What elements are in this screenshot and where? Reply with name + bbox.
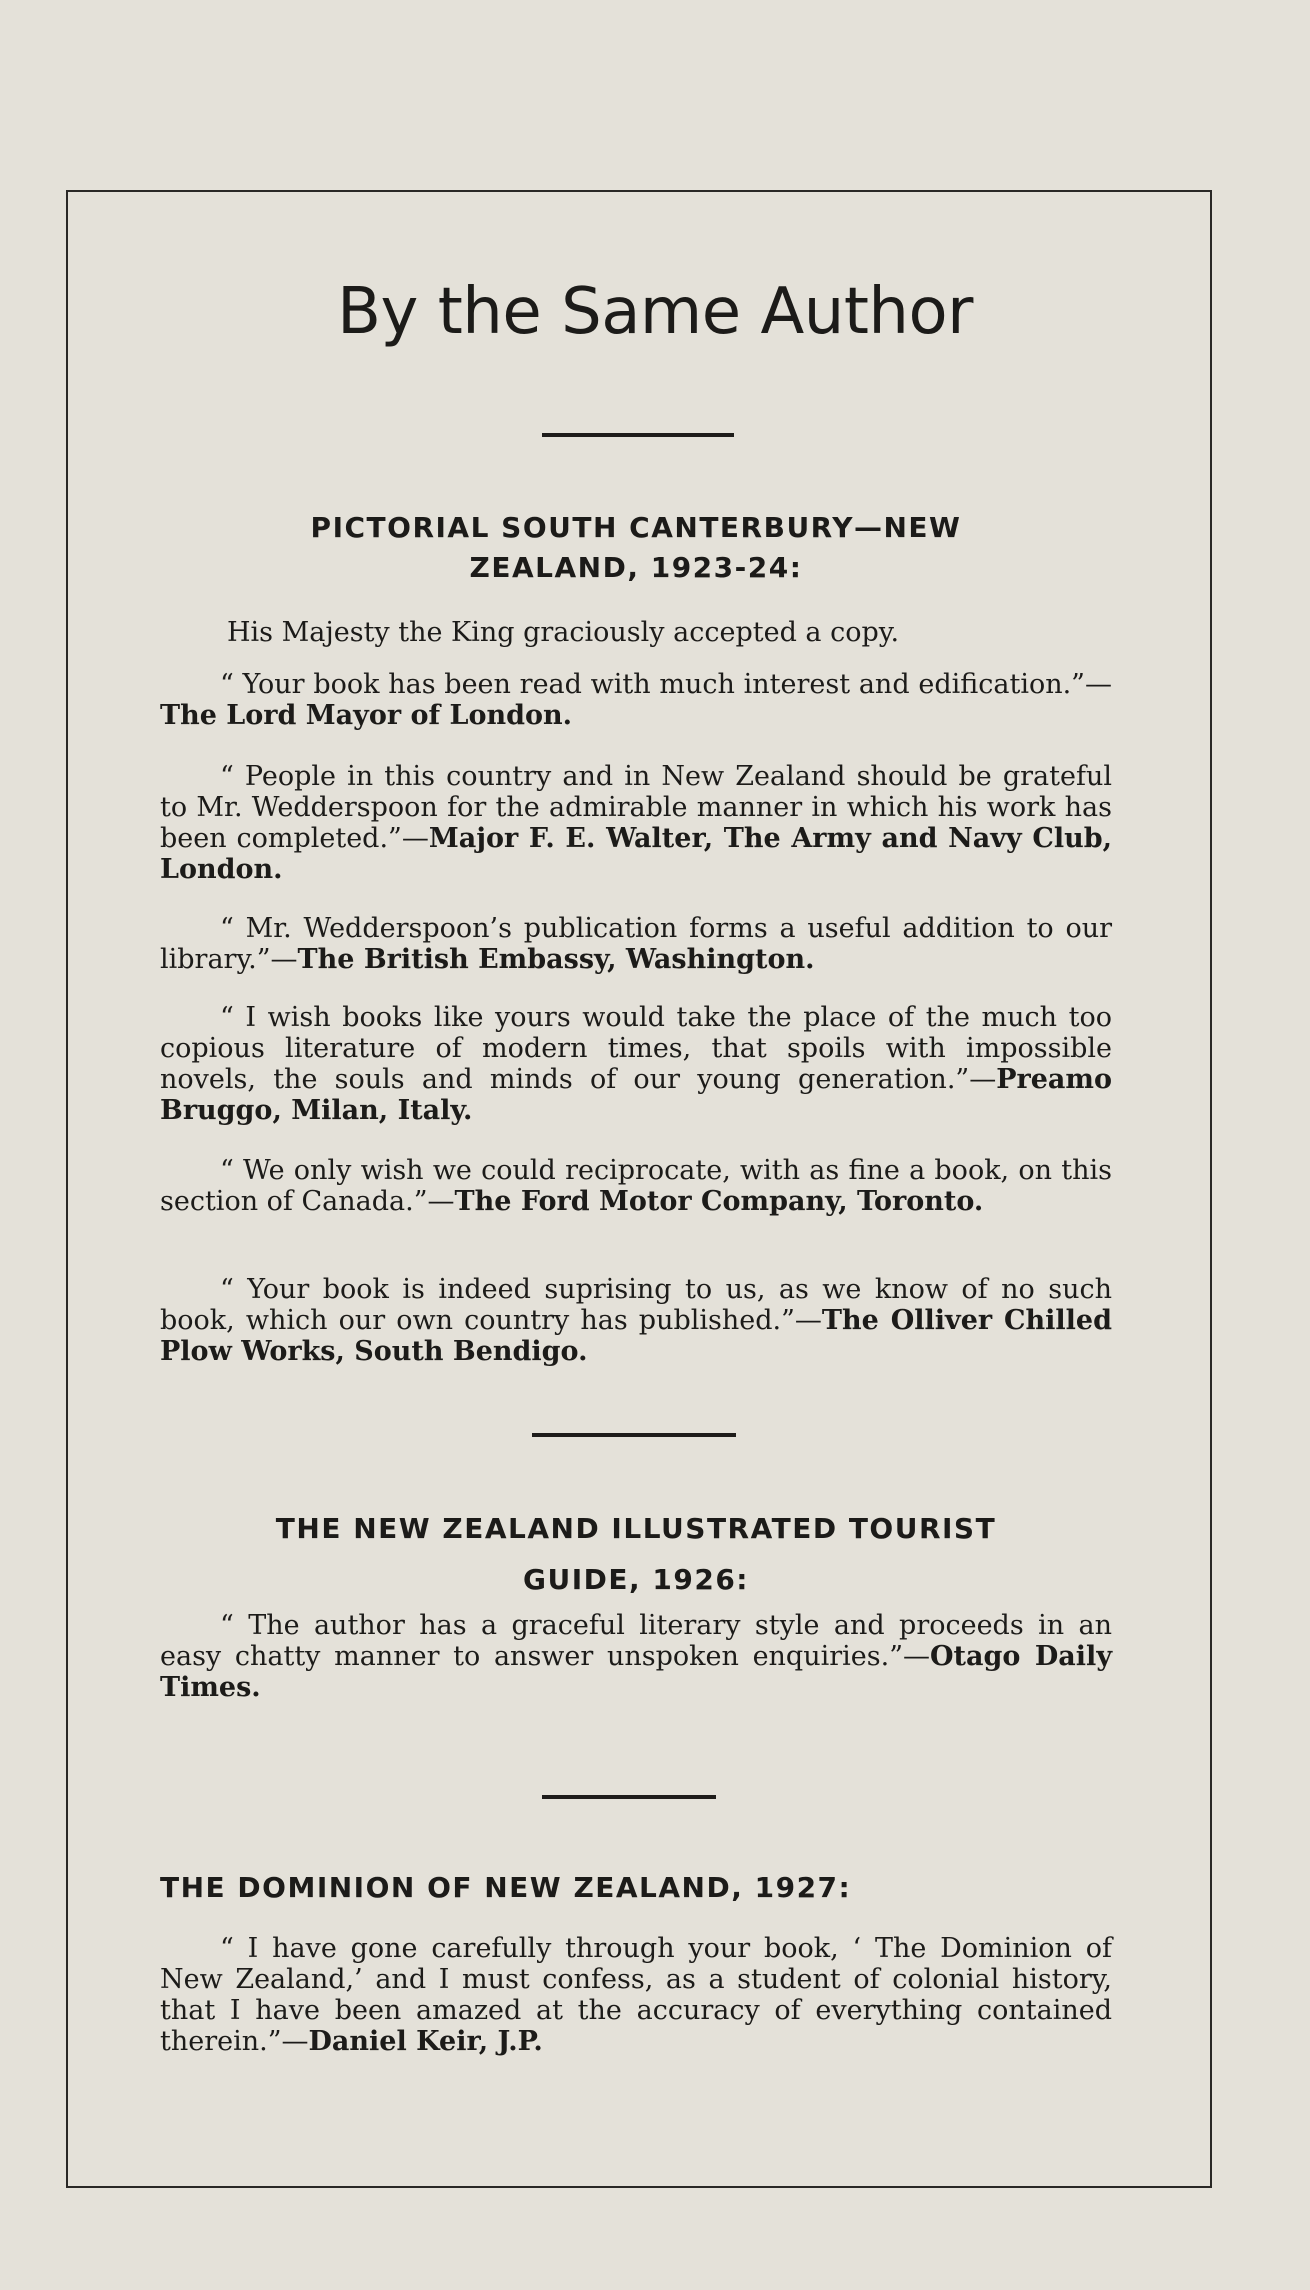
- divider-rule-3: [542, 1795, 716, 1799]
- section-title-line-1: THE NEW ZEALAND ILLUSTRATED TOURIST: [275, 1512, 997, 1545]
- section-title-tourist-guide: [160, 1503, 1112, 1605]
- quote-otago-daily-times: [160, 1610, 1112, 1703]
- section-title-line-2: GUIDE, 1926:: [522, 1563, 750, 1596]
- quote-source: The Lord Mayor of London.: [160, 700, 573, 731]
- quote-british-embassy: [160, 913, 1112, 975]
- quote-lord-mayor: [160, 669, 1112, 731]
- quote-text: “ Your book has been read with much interest and edification.”—: [220, 669, 1112, 700]
- quote-text: “ People in this country and in New Zealand should be grateful to Mr. Wedderspoon for the admirable manner in which his work has been completed.”—: [160, 761, 1112, 854]
- quote-source: Otago Daily Times.: [160, 1641, 1113, 1703]
- quote-text: “ I have gone carefully through your book, ‘ The Dominion of New Zealand,’ and I must confess, as a student of colonial history, that I have been amazed at the accuracy of everything contained therein.”—: [160, 1933, 1112, 2057]
- quote-major-walter: [160, 761, 1112, 885]
- quote-text: “ Mr. Wedderspoon’s publication forms a useful addition to our library.”—: [160, 913, 1112, 975]
- divider-rule-1: [542, 433, 734, 437]
- section-title-line-1: PICTORIAL SOUTH CANTERBURY—NEW: [310, 511, 962, 544]
- quote-text: “ The author has a graceful literary style and proceeds in an easy chatty manner to answer unspoken enquiries.”—: [160, 1610, 1112, 1672]
- quote-olliver-plow: [160, 1274, 1112, 1367]
- section-title-line-2: ZEALAND, 1923-24:: [469, 551, 803, 584]
- quote-text: “ We only wish we could reciprocate, with as fine a book, on this section of Canada.”—: [160, 1155, 1112, 1217]
- section-title-dominion: THE DOMINION OF NEW ZEALAND, 1927:: [160, 1871, 852, 1904]
- page-heading: By the Same Author: [337, 275, 973, 349]
- quote-source: Preamo Bruggo, Milan, Italy.: [160, 1064, 1112, 1126]
- quote-text: “ Your book is indeed suprising to us, as we know of no such book, which our own country has published.”—: [160, 1274, 1112, 1336]
- quote-source: Daniel Keir, J.P.: [308, 2026, 543, 2057]
- quote-ford-motor: [160, 1155, 1112, 1217]
- quote-preamo-bruggo: [160, 1002, 1112, 1126]
- quote-text: “ I wish books like yours would take the place of the much too copious literature of modern times, that spoils with impossible novels, the souls and minds of our young generation.”—: [160, 1002, 1112, 1095]
- intro-text: His Majesty the King graciously accepted a copy.: [227, 617, 900, 648]
- quote-source: The Ford Motor Company, Toronto.: [454, 1186, 984, 1217]
- quote-source: The British Embassy, Washington.: [297, 944, 815, 975]
- quote-daniel-keir: [160, 1933, 1112, 2057]
- section-title-pictorial: [160, 508, 1112, 588]
- quote-source: The Olliver Chilled Plow Works, South Bendigo.: [160, 1305, 1112, 1367]
- divider-rule-2: [532, 1433, 736, 1437]
- quote-source: Major F. E. Walter, The Army and Navy Club, London.: [160, 823, 1112, 885]
